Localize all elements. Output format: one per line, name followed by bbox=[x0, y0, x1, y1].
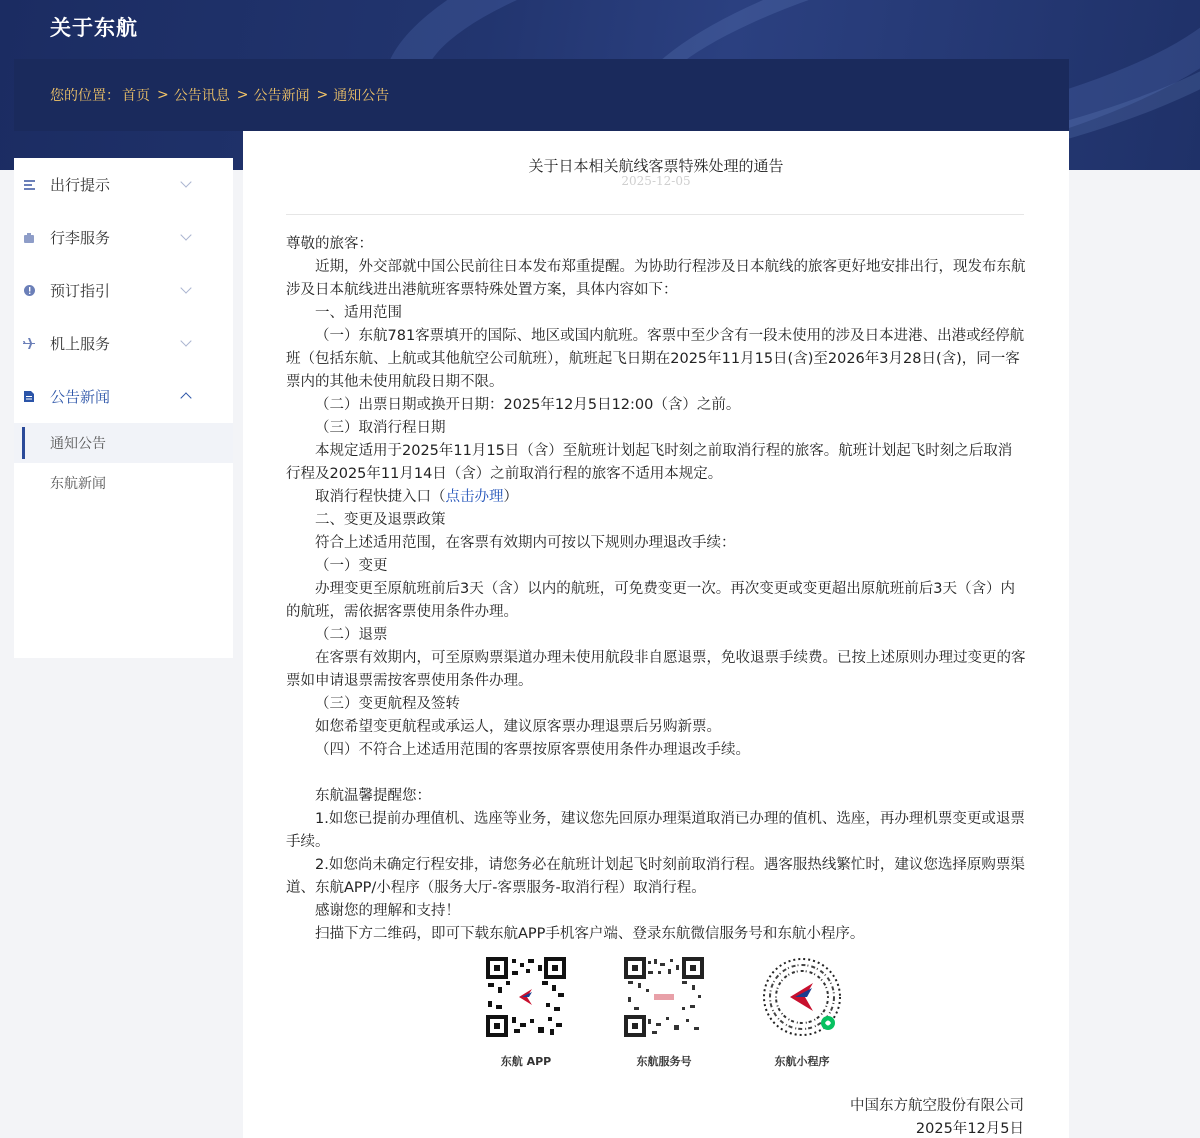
section-heading: 一、适用范围 bbox=[315, 305, 402, 321]
sidebar-item-label: 预订指引 bbox=[50, 282, 111, 300]
greeting: 尊敬的旅客： bbox=[286, 236, 373, 252]
paragraph: 如您希望变更航程或承运人，建议原客票办理退票后另购新票。 bbox=[315, 719, 721, 735]
spacer bbox=[286, 762, 1026, 785]
breadcrumb-prefix: 您的位置： bbox=[50, 88, 120, 104]
sidebar-item-inflight[interactable] bbox=[14, 317, 233, 370]
paragraph: （三）取消行程日期 bbox=[315, 420, 446, 436]
chevron-down-icon bbox=[180, 335, 191, 346]
paragraph: 符合上述适用范围，在客票有效期内可按以下规则办理退改手续： bbox=[315, 535, 736, 551]
breadcrumb-notices[interactable]: 通知公告 bbox=[333, 88, 390, 104]
qr-label: 东航小程序 bbox=[774, 1055, 830, 1068]
paragraph: 2.如您尚未确定行程安排，请您务必在航班计划起飞时刻前取消行程。遇客服热线繁忙时，建议您选择原购票渠道、东航APP/小程序（服务大厅-客票服务-取消行程）取消行程。 bbox=[286, 857, 1025, 896]
article-panel bbox=[243, 131, 1069, 1138]
breadcrumb bbox=[14, 59, 1069, 131]
paragraph: 东航温馨提醒您： bbox=[315, 788, 431, 804]
company-name: 中国东方航空股份有限公司 bbox=[850, 1098, 1024, 1114]
paragraph: 近期，外交部就中国公民前往日本发布郑重提醒。为协助行程涉及日本航线的旅客更好地安排出行，现发布东航涉及日本航线进出港航班客票特殊处置方案，具体内容如下： bbox=[286, 259, 1026, 298]
breadcrumb-separator: > bbox=[316, 87, 329, 103]
paragraph: 办理变更至原航班前后3天（含）以内的航班，可免费变更一次。再次变更或变更超出原航班前后3天（含）内的航班，需依据客票使用条件办理。 bbox=[286, 581, 1015, 620]
info-icon bbox=[23, 285, 35, 297]
sidebar-subitem-notices[interactable]: 通知公告 bbox=[14, 423, 233, 463]
chevron-down-icon bbox=[180, 282, 191, 293]
paragraph: 感谢您的理解和支持！ bbox=[315, 903, 460, 919]
signature bbox=[743, 1095, 1024, 1138]
breadcrumb-announcements[interactable]: 公告讯息 bbox=[173, 88, 230, 104]
sidebar-item-label: 公告新闻 bbox=[50, 388, 111, 406]
article-body bbox=[286, 233, 1026, 946]
paragraph: （三）变更航程及签转 bbox=[315, 696, 460, 712]
paragraph: （二）退票 bbox=[315, 627, 388, 643]
quick-entry-suffix: ） bbox=[503, 489, 518, 505]
sign-date: 2025年12月5日 bbox=[915, 1121, 1024, 1137]
breadcrumb-separator: > bbox=[236, 87, 249, 103]
luggage-icon bbox=[23, 232, 35, 244]
paragraph: 本规定适用于2025年11月15日（含）至航班计划起飞时刻之前取消行程的旅客。航班计划起飞时刻之后取消行程及2025年11月14日（含）之前取消行程的旅客不适用本规定。 bbox=[286, 443, 1013, 482]
quick-entry bbox=[286, 486, 1026, 509]
paragraph: （二）出票日期或换开日期：2025年12月5日12:00（含）之前。 bbox=[315, 397, 741, 413]
paragraph: （一）变更 bbox=[315, 558, 388, 574]
sidebar-item-label: 出行提示 bbox=[50, 176, 111, 194]
section-heading: 二、变更及退票政策 bbox=[315, 512, 446, 528]
sidebar-item-label: 行李服务 bbox=[50, 229, 111, 247]
sidebar-item-travel-tips[interactable] bbox=[14, 158, 233, 211]
breadcrumb-home[interactable]: 首页 bbox=[122, 88, 150, 104]
sidebar-item-luggage[interactable] bbox=[14, 211, 233, 264]
breadcrumb-separator: > bbox=[157, 87, 169, 103]
article-title: 关于日本相关航线客票特殊处理的通告 bbox=[528, 157, 784, 175]
site-title: 关于东航 bbox=[50, 16, 138, 40]
qr-code-app bbox=[486, 957, 566, 1037]
sidebar-subitem-news[interactable]: 东航新闻 bbox=[50, 476, 106, 492]
plane-icon bbox=[23, 338, 35, 350]
chevron-down-icon bbox=[180, 176, 191, 187]
quick-entry-prefix: 取消行程快捷入口（ bbox=[315, 489, 446, 505]
cancel-trip-link[interactable]: 点击办理 bbox=[445, 489, 504, 505]
chevron-up-icon bbox=[180, 392, 191, 403]
qr-code-mini-program bbox=[762, 957, 842, 1037]
qr-label: 东航服务号 bbox=[636, 1055, 692, 1068]
article-date: 2025-12-05 bbox=[621, 174, 691, 188]
sidebar-item-news[interactable] bbox=[14, 370, 233, 423]
qr-code-row bbox=[243, 957, 1069, 1077]
paragraph: （四）不符合上述适用范围的客票按原客票使用条件办理退改手续。 bbox=[315, 742, 750, 758]
paragraph: 1.如您已提前办理值机、选座等业务，建议您先回原办理渠道取消已办理的值机、选座，再办理机票变更或退票手续。 bbox=[286, 811, 1025, 850]
divider bbox=[286, 214, 1024, 215]
list-icon bbox=[23, 179, 35, 191]
sidebar-item-label: 机上服务 bbox=[50, 335, 111, 353]
paragraph: 在客票有效期内，可至原购票渠道办理未使用航段非自愿退票，免收退票手续费。已按上述原则办理过变更的客票如申请退票需按客票使用条件办理。 bbox=[286, 650, 1026, 689]
document-icon bbox=[23, 391, 35, 403]
chevron-down-icon bbox=[180, 229, 191, 240]
sidebar-item-booking[interactable] bbox=[14, 264, 233, 317]
qr-code-service-account bbox=[624, 957, 704, 1037]
qr-label: 东航 APP bbox=[500, 1055, 552, 1068]
paragraph: （一）东航781客票填开的国际、地区或国内航班。客票中至少含有一段未使用的涉及日本进港、出港或经停航班（包括东航、上航或其他航空公司航班），航班起飞日期在2025年11月15日(含)至2026年3月28日(含)，同一客票内的其他未使用航段日期不限。 bbox=[286, 328, 1025, 390]
paragraph: 扫描下方二维码，即可下载东航APP手机客户端、登录东航微信服务号和东航小程序。 bbox=[315, 926, 865, 942]
sidebar bbox=[14, 158, 233, 658]
breadcrumb-news[interactable]: 公告新闻 bbox=[253, 88, 310, 104]
